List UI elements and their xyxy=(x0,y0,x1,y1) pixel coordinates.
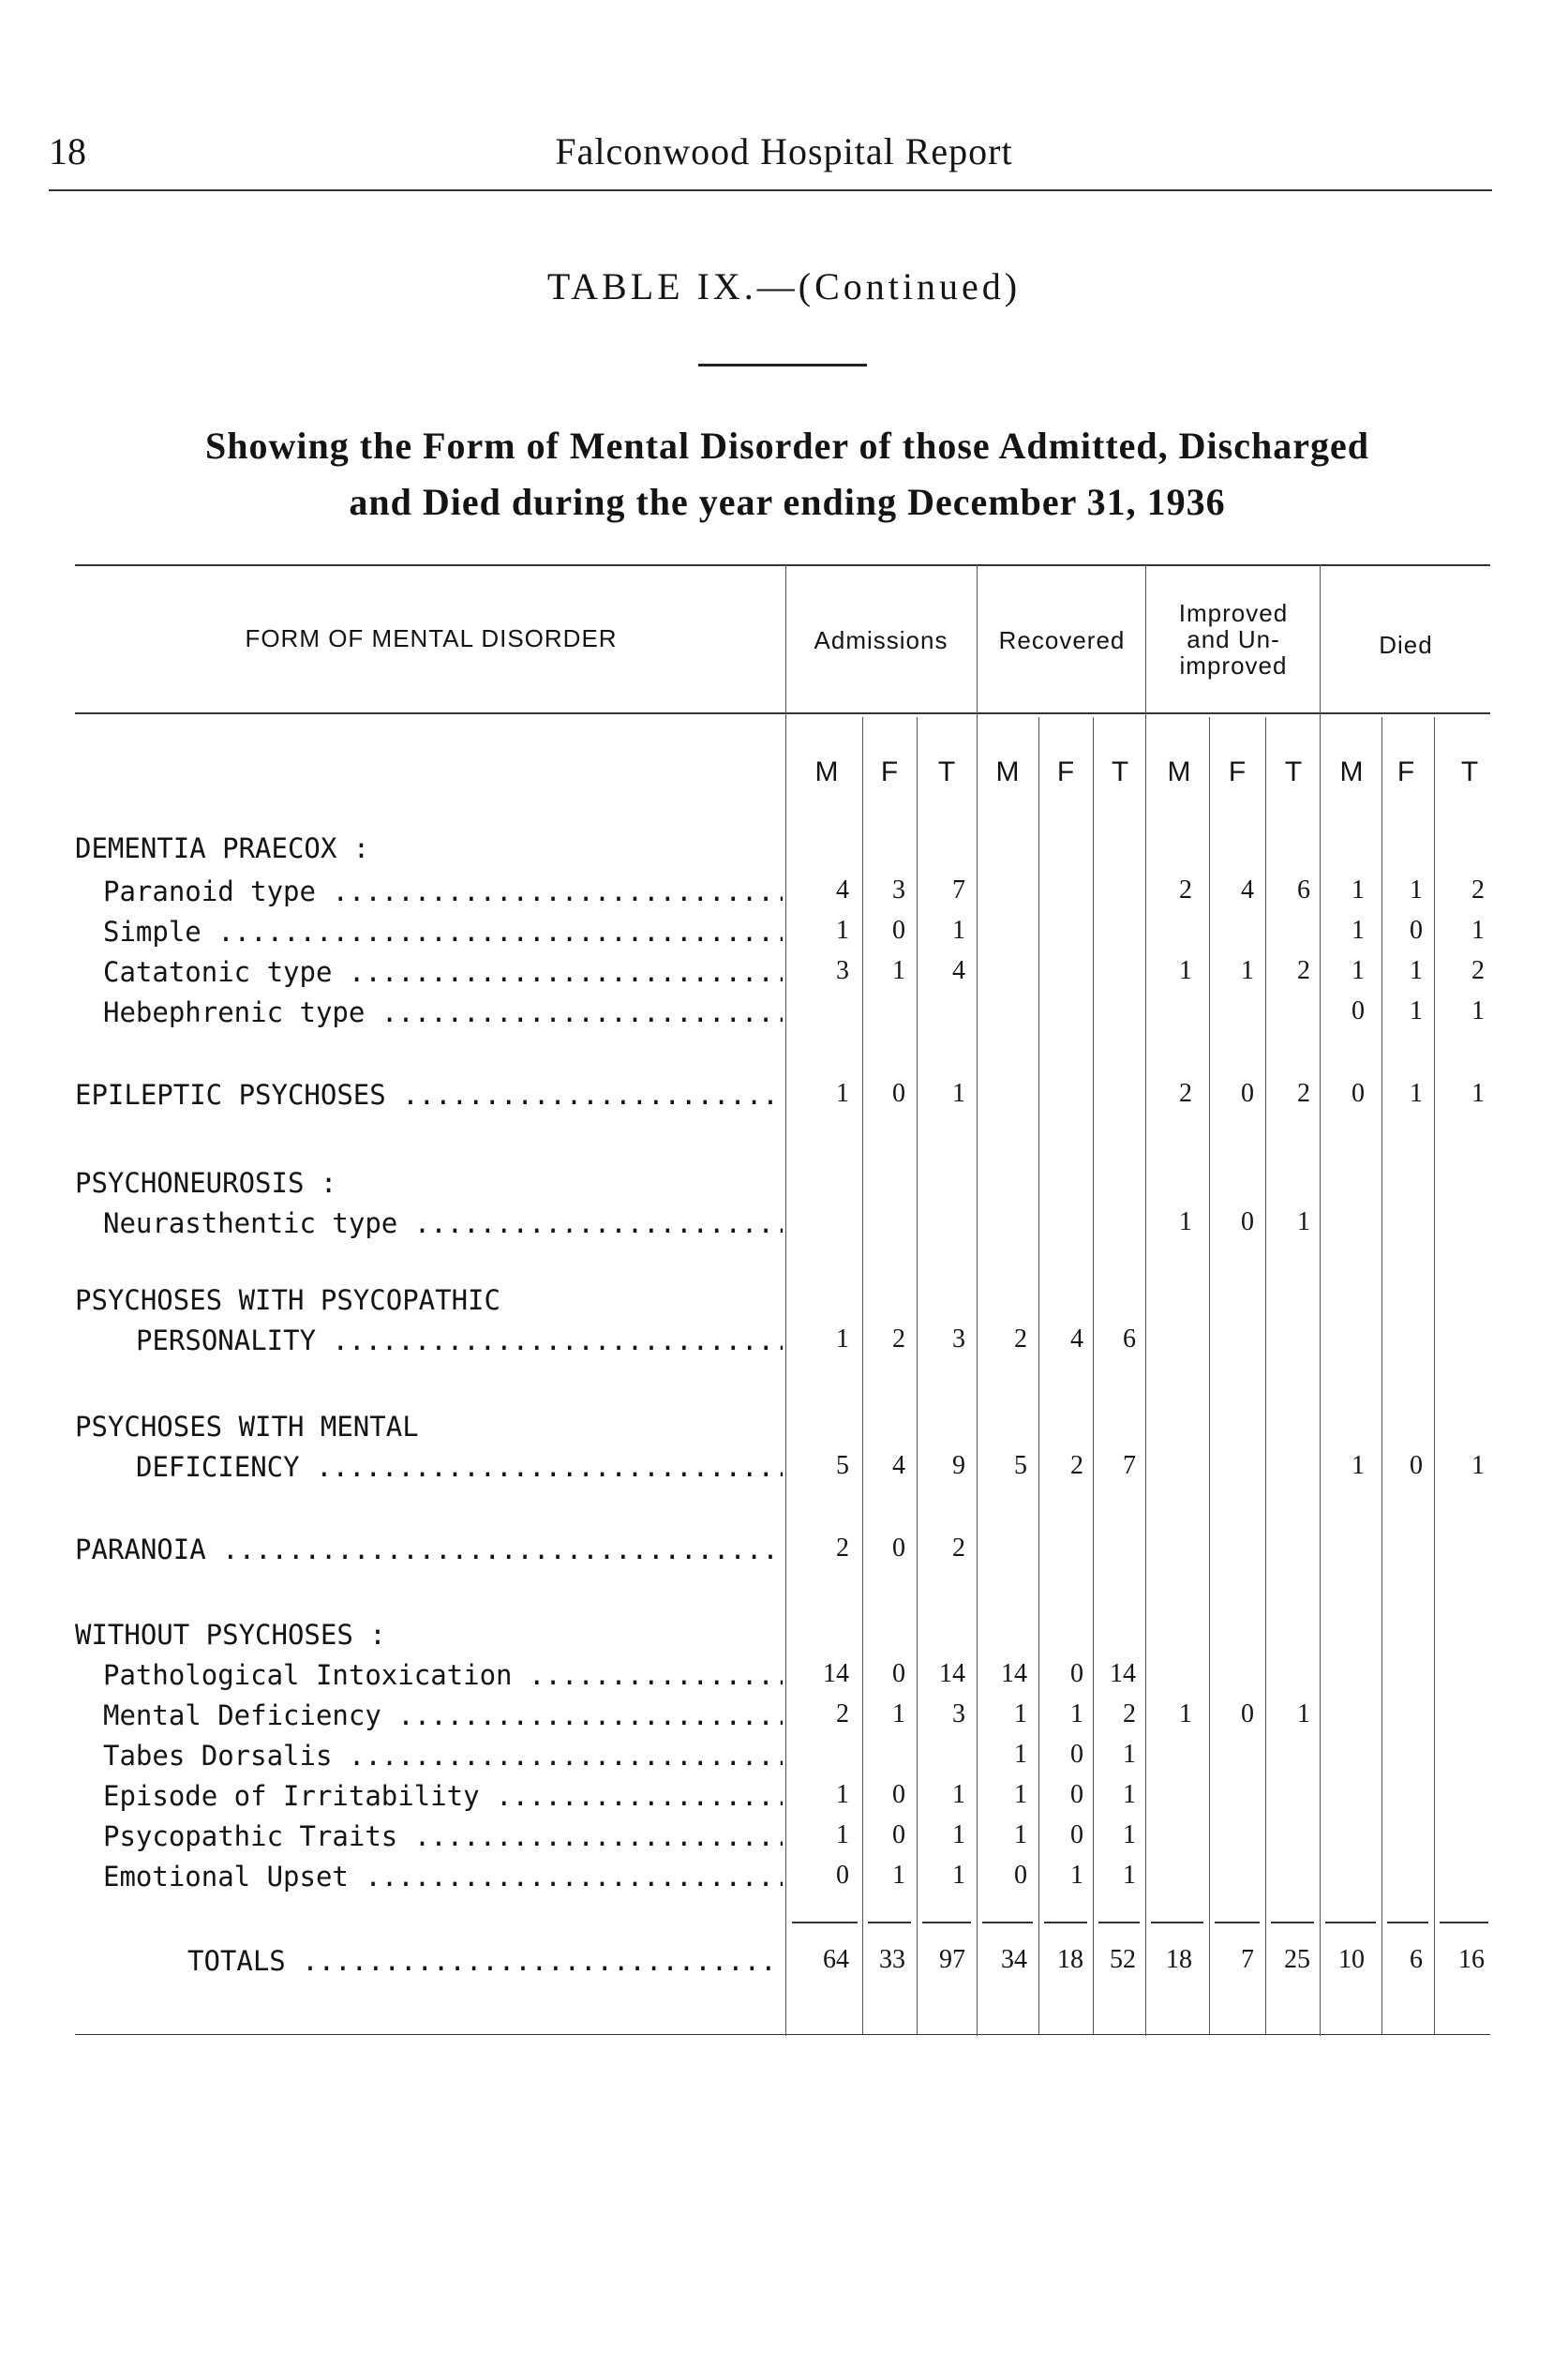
cell-emotional-admissions-m: 0 xyxy=(836,1861,849,1890)
table-bottom-rule xyxy=(75,2034,1490,2035)
totals-dash xyxy=(868,1922,911,1923)
recovered-header: Recovered xyxy=(998,626,1126,654)
cell-mental-deficiency-improved-m: 1 xyxy=(1179,1699,1192,1728)
cell-totals-admissions-f: 33 xyxy=(879,1945,905,1974)
cell-totals-died-f: 6 xyxy=(1410,1945,1423,1974)
column-divider xyxy=(862,717,863,2034)
cell-mental-deficiency-recovered-m: 1 xyxy=(1014,1699,1027,1728)
sub-header-improved-t: T xyxy=(1284,756,1303,787)
cell-totals-admissions-t: 97 xyxy=(939,1945,965,1974)
page-number: 18 xyxy=(49,130,86,172)
cell-episode-recovered-m: 1 xyxy=(1014,1780,1027,1809)
cell-mental-deficiency-improved-t: 1 xyxy=(1297,1699,1310,1728)
cell-mental-def-admissions-f: 4 xyxy=(892,1451,905,1480)
table-top-rule xyxy=(75,564,1490,566)
cell-paranoid-died-t: 2 xyxy=(1471,875,1485,905)
cell-psycopathic-recovered-m: 2 xyxy=(1014,1324,1027,1354)
group-divider xyxy=(1320,564,1321,2036)
cell-totals-admissions-m: 64 xyxy=(823,1945,849,1974)
cell-pathological-recovered-m: 14 xyxy=(1001,1659,1027,1688)
table-title: TABLE IX.—(Continued) xyxy=(546,265,1022,307)
cell-traits-admissions-f: 0 xyxy=(892,1820,905,1849)
category-psychoses-mental-deficiency-line1: PSYCHOSES WITH MENTAL xyxy=(75,1411,419,1443)
subtitle-line-1: Showing the Form of Mental Disorder of those Admitted, Discharged xyxy=(205,425,1369,467)
improved-header-line-1: Improved xyxy=(1178,599,1289,627)
column-divider xyxy=(1038,717,1039,2034)
improved-header-line-3: improved xyxy=(1179,651,1288,680)
cell-catatonic-died-t: 2 xyxy=(1471,956,1485,985)
totals-dash xyxy=(1387,1922,1428,1923)
sub-header-recovered-f: F xyxy=(1056,756,1075,787)
cell-paranoid-died-m: 1 xyxy=(1351,875,1365,905)
column-divider xyxy=(1434,717,1435,2034)
cell-catatonic-improved-m: 1 xyxy=(1179,956,1192,985)
category-without-psychoses: WITHOUT PSYCHOSES : xyxy=(75,1619,386,1651)
category-dementia-praecox: DEMENTIA PRAECOX : xyxy=(75,832,370,864)
cell-episode-admissions-t: 1 xyxy=(952,1780,965,1809)
row-label-catatonic-type: Catatonic type ..... xyxy=(103,956,783,988)
sub-header-admissions-f: F xyxy=(880,756,899,787)
row-label-mental-deficiency: Mental Deficiency ..... xyxy=(103,1699,783,1731)
cell-psycopathic-admissions-m: 1 xyxy=(836,1324,849,1354)
cell-mental-def-died-m: 1 xyxy=(1351,1451,1365,1480)
cell-emotional-recovered-f: 1 xyxy=(1070,1861,1083,1890)
category-psychoses-psycopathic-line2: PERSONALITY ..... xyxy=(136,1324,783,1356)
totals-dash xyxy=(1044,1922,1087,1923)
cell-paranoia-admissions-m: 2 xyxy=(836,1534,849,1563)
totals-dash xyxy=(1325,1922,1376,1923)
cell-paranoid-improved-t: 6 xyxy=(1297,875,1310,905)
cell-epileptic-admissions-t: 1 xyxy=(952,1079,965,1108)
cell-totals-recovered-m: 34 xyxy=(1001,1945,1027,1974)
cell-emotional-recovered-m: 0 xyxy=(1014,1861,1027,1890)
cell-paranoid-improved-m: 2 xyxy=(1179,875,1192,905)
cell-epileptic-improved-m: 2 xyxy=(1179,1079,1192,1108)
cell-simple-died-m: 1 xyxy=(1351,916,1365,945)
cell-hebephrenic-died-t: 1 xyxy=(1471,996,1485,1025)
cell-episode-recovered-t: 1 xyxy=(1123,1780,1136,1809)
cell-catatonic-died-m: 1 xyxy=(1351,956,1365,985)
category-psychoneurosis: PSYCHONEUROSIS : xyxy=(75,1167,337,1199)
cell-epileptic-improved-t: 2 xyxy=(1297,1079,1310,1108)
cell-tabes-recovered-f: 0 xyxy=(1070,1740,1083,1769)
cell-paranoid-improved-f: 4 xyxy=(1241,875,1254,905)
cell-epileptic-died-m: 0 xyxy=(1351,1079,1365,1108)
sub-header-admissions-m: M xyxy=(814,756,839,787)
cell-pathological-admissions-f: 0 xyxy=(892,1659,905,1688)
table-subtitle xyxy=(56,418,1518,531)
column-divider xyxy=(1265,717,1266,2034)
sub-header-died-t: T xyxy=(1460,756,1479,787)
cell-neurasthentic-improved-m: 1 xyxy=(1179,1207,1192,1236)
cell-episode-admissions-f: 0 xyxy=(892,1780,905,1809)
row-label-emotional-upset: Emotional Upset ..... xyxy=(103,1861,783,1893)
totals-label: TOTALS ..... xyxy=(187,1945,783,1977)
category-paranoia: PARANOIA ..... xyxy=(75,1534,783,1565)
sub-header-improved-m: M xyxy=(1167,756,1191,787)
row-label-neurasthentic-type: Neurasthentic type ..... xyxy=(103,1207,783,1239)
cell-simple-admissions-m: 1 xyxy=(836,916,849,945)
cell-traits-recovered-t: 1 xyxy=(1123,1820,1136,1849)
cell-mental-def-recovered-t: 7 xyxy=(1123,1451,1136,1480)
cell-simple-admissions-f: 0 xyxy=(892,916,905,945)
cell-epileptic-improved-f: 0 xyxy=(1241,1079,1254,1108)
row-label-tabes-dorsalis: Tabes Dorsalis ..... xyxy=(103,1740,783,1772)
column-divider xyxy=(1209,717,1210,2034)
header-rule xyxy=(49,189,1492,191)
cell-episode-recovered-f: 0 xyxy=(1070,1780,1083,1809)
cell-pathological-recovered-t: 14 xyxy=(1110,1659,1136,1688)
cell-emotional-admissions-f: 1 xyxy=(892,1861,905,1890)
sub-header-admissions-t: T xyxy=(937,756,956,787)
sub-header-died-m: M xyxy=(1339,756,1364,787)
category-psychoses-psycopathic-line1: PSYCHOSES WITH PSYCOPATHIC xyxy=(75,1284,500,1316)
sub-header-improved-f: F xyxy=(1228,756,1247,787)
cell-paranoia-admissions-t: 2 xyxy=(952,1534,965,1563)
cell-paranoia-admissions-f: 0 xyxy=(892,1534,905,1563)
header-bottom-rule xyxy=(75,712,1490,714)
totals-dash xyxy=(1440,1922,1488,1923)
cell-catatonic-admissions-t: 4 xyxy=(952,956,965,985)
improved-header-line-2: and Un- xyxy=(1187,625,1280,653)
cell-mental-def-recovered-f: 2 xyxy=(1070,1451,1083,1480)
totals-dash xyxy=(1098,1922,1140,1923)
cell-psycopathic-recovered-f: 4 xyxy=(1070,1324,1083,1354)
cell-totals-recovered-f: 18 xyxy=(1057,1945,1083,1974)
cell-mental-def-admissions-m: 5 xyxy=(836,1451,849,1480)
group-divider xyxy=(1145,564,1146,2036)
totals-dash xyxy=(1215,1922,1260,1923)
totals-dash xyxy=(1271,1922,1314,1923)
cell-mental-deficiency-recovered-f: 1 xyxy=(1070,1699,1083,1728)
cell-mental-deficiency-improved-f: 0 xyxy=(1241,1699,1254,1728)
cell-totals-recovered-t: 52 xyxy=(1110,1945,1136,1974)
cell-emotional-admissions-t: 1 xyxy=(952,1861,965,1890)
cell-traits-admissions-t: 1 xyxy=(952,1820,965,1849)
sub-header-died-f: F xyxy=(1396,756,1415,787)
cell-paranoid-died-f: 1 xyxy=(1410,875,1423,905)
group-divider xyxy=(977,564,978,2036)
cell-traits-recovered-f: 0 xyxy=(1070,1820,1083,1849)
cell-tabes-recovered-m: 1 xyxy=(1014,1740,1027,1769)
cell-mental-def-recovered-m: 5 xyxy=(1014,1451,1027,1480)
totals-dash xyxy=(1151,1922,1203,1923)
cell-epileptic-died-f: 1 xyxy=(1410,1079,1423,1108)
cell-emotional-recovered-t: 1 xyxy=(1123,1861,1136,1890)
cell-psycopathic-admissions-f: 2 xyxy=(892,1324,905,1354)
row-label-episode-of-irritability: Episode of Irritability ..... xyxy=(103,1780,783,1812)
cell-pathological-admissions-t: 14 xyxy=(939,1659,965,1688)
cell-mental-deficiency-admissions-t: 3 xyxy=(952,1699,965,1728)
category-psychoses-mental-deficiency-line2: DEFICIENCY ..... xyxy=(136,1451,783,1483)
cell-totals-improved-t: 25 xyxy=(1284,1945,1310,1974)
cell-catatonic-died-f: 1 xyxy=(1410,956,1423,985)
totals-dash xyxy=(982,1922,1033,1923)
cell-epileptic-admissions-m: 1 xyxy=(836,1079,849,1108)
cell-neurasthentic-improved-f: 0 xyxy=(1241,1207,1254,1236)
category-epileptic-psychoses: EPILEPTIC PSYCHOSES ..... xyxy=(75,1079,783,1111)
row-label-paranoid-type: Paranoid type ..... xyxy=(103,875,783,907)
cell-mental-def-admissions-t: 9 xyxy=(952,1451,965,1480)
cell-epileptic-died-t: 1 xyxy=(1471,1079,1485,1108)
sub-header-recovered-t: T xyxy=(1111,756,1129,787)
cell-totals-improved-f: 7 xyxy=(1241,1945,1254,1974)
cell-psycopathic-recovered-t: 6 xyxy=(1123,1324,1136,1354)
group-divider xyxy=(785,564,786,2036)
column-divider xyxy=(1093,717,1094,2034)
running-title: Falconwood Hospital Report xyxy=(555,130,1013,172)
sub-header-recovered-m: M xyxy=(995,756,1020,787)
cell-mental-deficiency-recovered-t: 2 xyxy=(1123,1699,1136,1728)
cell-mental-def-died-f: 0 xyxy=(1410,1451,1423,1480)
cell-totals-died-m: 10 xyxy=(1338,1945,1365,1974)
cell-mental-deficiency-admissions-f: 1 xyxy=(892,1699,905,1728)
cell-catatonic-admissions-f: 1 xyxy=(892,956,905,985)
cell-traits-admissions-m: 1 xyxy=(836,1820,849,1849)
cell-episode-admissions-m: 1 xyxy=(836,1780,849,1809)
cell-pathological-recovered-f: 0 xyxy=(1070,1659,1083,1688)
column-divider xyxy=(1381,717,1382,2034)
totals-dash xyxy=(922,1922,971,1923)
column-divider xyxy=(917,717,918,2034)
row-label-pathological-intoxication: Pathological Intoxication ..... xyxy=(103,1659,783,1691)
cell-mental-def-died-t: 1 xyxy=(1471,1451,1485,1480)
cell-traits-recovered-m: 1 xyxy=(1014,1820,1027,1849)
totals-dash xyxy=(792,1922,858,1923)
cell-catatonic-admissions-m: 3 xyxy=(836,956,849,985)
cell-totals-improved-m: 18 xyxy=(1166,1945,1192,1974)
row-label-simple: Simple ..... xyxy=(103,916,783,948)
cell-mental-deficiency-admissions-m: 2 xyxy=(836,1699,849,1728)
died-header: Died xyxy=(1379,631,1433,659)
cell-hebephrenic-died-m: 0 xyxy=(1351,996,1365,1025)
form-column-header: FORM OF MENTAL DISORDER xyxy=(245,624,618,652)
title-rule xyxy=(698,364,867,367)
subtitle-line-2: and Died during the year ending December 31, 1936 xyxy=(349,481,1226,523)
row-label-psycopathic-traits: Psycopathic Traits ..... xyxy=(103,1820,783,1852)
cell-psycopathic-admissions-t: 3 xyxy=(952,1324,965,1354)
cell-tabes-recovered-t: 1 xyxy=(1123,1740,1136,1769)
row-label-hebephrenic-type: Hebephrenic type ..... xyxy=(103,996,783,1028)
cell-paranoid-admissions-t: 7 xyxy=(952,875,965,905)
cell-simple-admissions-t: 1 xyxy=(952,916,965,945)
cell-catatonic-improved-f: 1 xyxy=(1241,956,1254,985)
cell-hebephrenic-died-f: 1 xyxy=(1410,996,1423,1025)
cell-catatonic-improved-t: 2 xyxy=(1297,956,1310,985)
cell-paranoid-admissions-f: 3 xyxy=(892,875,905,905)
cell-simple-died-f: 0 xyxy=(1410,916,1423,945)
cell-paranoid-admissions-m: 4 xyxy=(836,875,849,905)
cell-pathological-admissions-m: 14 xyxy=(823,1659,849,1688)
cell-neurasthentic-improved-t: 1 xyxy=(1297,1207,1310,1236)
cell-simple-died-t: 1 xyxy=(1471,916,1485,945)
cell-totals-died-t: 16 xyxy=(1458,1945,1485,1974)
admissions-header: Admissions xyxy=(814,626,948,654)
improved-header xyxy=(1147,600,1320,679)
cell-epileptic-admissions-f: 0 xyxy=(892,1079,905,1108)
